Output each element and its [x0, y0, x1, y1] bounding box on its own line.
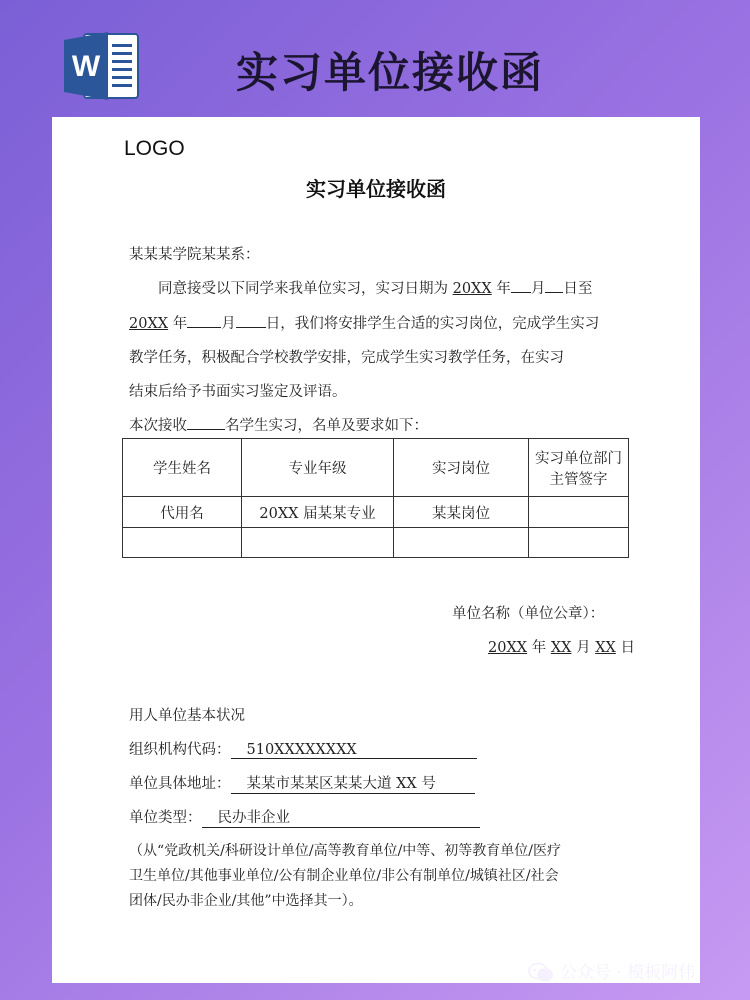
unit-type-note-1: （从“党政机关/科研设计单位/高等教育单位/中等、初等教育单位/医疗	[129, 843, 562, 859]
table-cell	[529, 497, 629, 528]
org-code-value: 510XXXXXXXX	[231, 742, 477, 759]
sign-date: 20XX 年 XX 月 XX 日	[488, 640, 635, 656]
wechat-icon	[528, 962, 554, 984]
salutation: 某某某学院某某系：	[129, 247, 260, 263]
unit-type-note-3: 团体/民办非企业/其他”中选择其一）。	[129, 893, 363, 909]
address-value: 某某市某某区某某大道 XX 号	[231, 772, 475, 794]
table-cell: 某某岗位	[394, 497, 529, 528]
table-row	[123, 528, 629, 558]
table-header-row	[123, 439, 629, 497]
paragraph-line-1: 同意接受以下同学来我单位实习，实习日期为 20XX 年 月 日至	[158, 281, 593, 297]
unit-type-row: 单位类型： 民办非企业	[129, 806, 480, 828]
table-cell: 代用名	[123, 497, 242, 528]
table-cell	[394, 528, 529, 558]
student-table	[122, 438, 629, 558]
table-cell	[242, 528, 394, 558]
header-banner	[0, 0, 750, 115]
watermark: 公众号 · 模板阿伟	[528, 958, 695, 984]
table-cell	[529, 528, 629, 558]
table-cell: 20XX 届某某专业	[242, 497, 394, 528]
svg-text:W: W	[71, 50, 101, 83]
paragraph-line-2: 20XX 年 月 日，我们将安排学生合适的实习岗位，完成学生实习	[129, 316, 600, 332]
document-page	[52, 117, 700, 983]
org-code-row: 组织机构代码： 510XXXXXXXX	[129, 738, 477, 759]
receive-line: 本次接收 名学生实习，名单及要求如下：	[129, 418, 428, 434]
word-icon	[62, 30, 142, 102]
logo-placeholder: LOGO	[124, 137, 185, 160]
table-header-cell: 实习单位部门 主管签字	[529, 439, 629, 497]
table-header-cell: 学生姓名	[123, 439, 242, 497]
table-row	[123, 497, 629, 528]
paragraph-line-4: 结束后给予书面实习鉴定及评语。	[129, 384, 347, 400]
table-header-cell: 专业年级	[242, 439, 394, 497]
address-row: 单位具体地址： 某某市某某区某某大道 XX 号	[129, 772, 475, 794]
paragraph-line-3: 教学任务，积极配合学校教学安排，完成学生实习教学任务，在实习	[129, 350, 564, 366]
table-header-cell: 实习岗位	[394, 439, 529, 497]
banner-title: 实习单位接收函	[236, 48, 545, 97]
document-title: 实习单位接收函	[306, 177, 446, 201]
unit-type-value: 民办非企业	[202, 806, 480, 828]
table-cell	[123, 528, 242, 558]
unit-type-note-2: 卫生单位/其他事业单位/公有制企业单位/非公有制单位/城镇社区/社会	[129, 868, 559, 884]
unit-name-label: 单位名称（单位公章）：	[452, 606, 605, 622]
basic-heading: 用人单位基本状况	[129, 708, 245, 724]
